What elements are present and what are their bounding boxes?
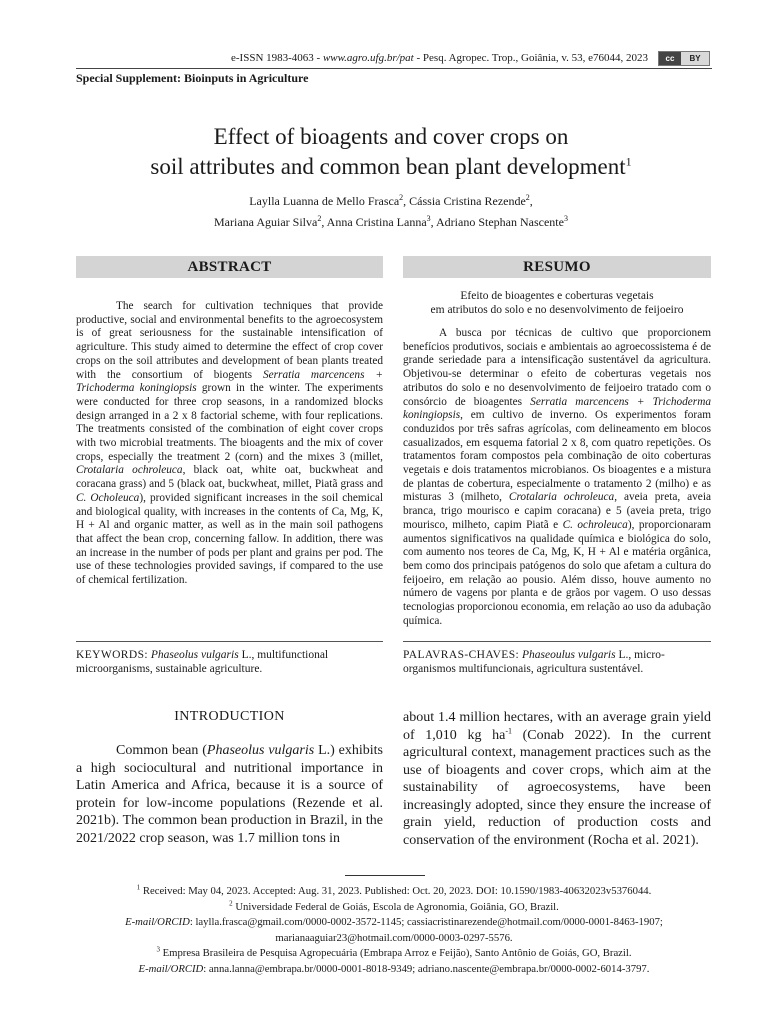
journal-url[interactable]: www.agro.ufg.br/pat <box>322 52 414 64</box>
affiliation-mark: 2 <box>525 193 530 202</box>
keywords: KEYWORDS: Phaseolus vulgaris L., multifunctional microorganisms, sustainable agriculture. <box>76 649 329 675</box>
palavras-chaves: PALAVRAS-CHAVES: Phaseoulus vulgaris L., micro-organismos multifuncionais, agricultura sustentável. <box>403 649 665 675</box>
author: Laylla Luanna de Mello Frasca <box>249 194 400 208</box>
footnote-emails-2-cont: marianaaguiar23@hotmail.com/0000-0003-0297-5576. <box>275 931 513 944</box>
introduction-paragraph-continued: about 1.4 million hectares, with an average grain yield of 1,010 kg $ha^{-1}$ (Conab 2022). In the current agricultural context, management practices such as the use of bioagents and cover crops, which aim at the sustainability of agroecosystems, have been increasingly adopted, since they ensure the increase of grain yield, reduction of production costs and conservation of the environment (Rocha et al. 2021). <box>403 710 711 848</box>
paper-title <box>76 122 706 182</box>
footnote-emails-2: E-mail/ORCID: laylla.frasca@gmail.com/0000-0002-3572-1145; cassiacristinarezende@hotmail.com/0000-0001-8463-1907; <box>125 916 663 929</box>
author: Anna Cristina Lanna <box>326 215 427 229</box>
title-line-1: Effect of bioagents and cover crops on <box>213 124 569 149</box>
supplement-label: Special Supplement: Bioinputs in Agriculture <box>76 71 309 85</box>
author: Cássia Cristina Rezende <box>409 194 526 208</box>
title-line-2: soil attributes and common bean plant development <box>150 154 626 179</box>
palavras-divider <box>403 641 711 642</box>
citation: - Pesq. Agropec. Trop., Goiânia, v. 53, e76044, 2023 <box>413 52 648 64</box>
header-divider <box>76 68 712 69</box>
by-label: BY <box>689 54 701 63</box>
resumo-heading: RESUMO <box>403 256 711 278</box>
author-list: Laylla Luanna de Mello Frasca$^2$, Cássia Cristina Rezende$^2$, Mariana Aguiar Silva$^2$, Anna Cristina Lanna$^3$, Adriano Stephan Nascente$^3$ <box>214 193 568 229</box>
author: Mariana Aguiar Silva <box>214 215 318 229</box>
issn: e-ISSN 1983-4063 - <box>231 52 323 64</box>
affiliation-mark: 3 <box>563 214 568 223</box>
footnote-received: $^1$ Received: May 04, 2023. Accepted: Aug. 31, 2023. Published: Oct. 20, 2023. DOI: 10.1590/1983-40632023v5376044. <box>136 883 652 897</box>
abstract-text: The search for cultivation techniques that provide productive, social and environmental benefits to the agroecosystem is of great seriousness for the sustainable intensification of agriculture. This study aimed to determine the effect of crop cover crops on the soil attributes and development of bean plants treated with the consortium of biogents Serratia marcencens + Trichoderma koningiopsis grown in the winter. The experiments were conducted for three crop seasons, in a randomized blocks design arranged in a 2 x 8 factorial scheme, with four replications. The treatments consisted of the combination of eight cover crops with two microbial treatments. The bioagents and the mix of cover crops, especially the treatment 2 (corn) and the mixes 3 (millet, Crotalaria ochroleuca, black oat, white oat, buckwheat and coracana grass) and 5 (black oat, buckwheat, millet, Piatã grass and C. Ocholeuca), provided significant increases in the soil chemical and biological quality, with increases in the contents of Ca, Mg, K, H + Al and organic matter, as well as in the main soil pathogens that affect the bean crop, concerning fallow. In addition, there was an increase in the number of pods per plant and grains per pod. The use of these technologies provided savings, if compared to the use of chemical fertilization. <box>76 300 384 587</box>
footnotes <box>76 884 712 978</box>
resumo-title: Efeito de bioagentes e coberturas vegetais em atributos do solo e no desenvolvimento de feijoeiro <box>430 290 684 316</box>
title-footnote-mark: 1 <box>625 154 632 169</box>
footnote-emails-3: E-mail/ORCID: anna.lanna@embrapa.br/0000-0001-8018-9349; adriano.nascente@embrapa.br/0000-0002-6014-3797. <box>138 962 650 975</box>
introduction-paragraph: Common bean (Phaseolus vulgaris L.) exhibits a high sociocultural and nutritional importance in Latin America and Africa, because it is a source of protein for low-income populations (Rezende et al. 2021b). The common bean production in Brazil, in the 2021/2022 crop season, was 1.7 million tons in <box>76 743 383 846</box>
footnote-affiliation-3: $^3$ Empresa Brasileira de Pesquisa Agropecuária (Embrapa Arroz e Feijão), Santo Antônio de Goiás, GO, Brazil. <box>156 945 632 960</box>
resumo-text: A busca por técnicas de cultivo que proporcionem benefícios produtivos, sociais e ambientais ao agroecossistema é de grande seriedade para a intensificação sustentável da agricultura. Objetivou-se determinar o efeito de coberturas vegetais nos atributos do solo e no desenvolvimento de feijoeiro tratado com o consórcio de bioagentes Serratia marcencens + Trichoderma koningiopsis, em cultivo de inverno. Os experimentos foram conduzidos por três safras agrícolas, com delineamento em blocos casualizados, em esquema fatorial 2 x 8, com quatro repetições. Os tratamentos foram compostos pela combinação de oito coberturas vegetais e dois tratamentos microbianos. Os bioagentes e a mistura de plantas de cobertura, especialmente o tratamento 2 (milho) e as misturas 3 (milheto, Crotalaria ochroleuca, aveia preta, aveia branca, trigo mourisco e capim coracana) e 5 (aveia preta, trigo mourisco, milheto, capim Piatã e C. ochroleuca), proporcionaram aumentos significativos na qualidade química e biológica do solo, com aumento nos teores de Ca, Mg, K, H + Al e matéria orgânica, bem como dos principais patógenos do solo que afetam a cultura do feijoeiro, em relação ao pousio. Além disso, houve aumento no número de vagens por planta e de grãos por vagem. O uso dessas tecnologias proporcionou economia, em relação ao uso da adubação química. <box>403 327 711 627</box>
affiliation-mark: 2 <box>317 214 322 223</box>
cc-by-license-icon[interactable] <box>658 51 710 66</box>
running-header <box>76 52 712 64</box>
affiliation-mark: 2 <box>399 193 404 202</box>
author: Adriano Stephan Nascente <box>436 215 564 229</box>
introduction-heading: INTRODUCTION <box>174 709 285 724</box>
keywords-divider <box>76 641 383 642</box>
affiliation-mark: 3 <box>426 214 431 223</box>
footnote-divider <box>345 875 425 876</box>
abstract-heading: ABSTRACT <box>76 256 383 278</box>
cc-label: cc <box>659 52 681 65</box>
footnote-affiliation-2: $^2$ Universidade Federal de Goiás, Escola de Agronomia, Goiânia, GO, Brazil. <box>229 899 559 913</box>
